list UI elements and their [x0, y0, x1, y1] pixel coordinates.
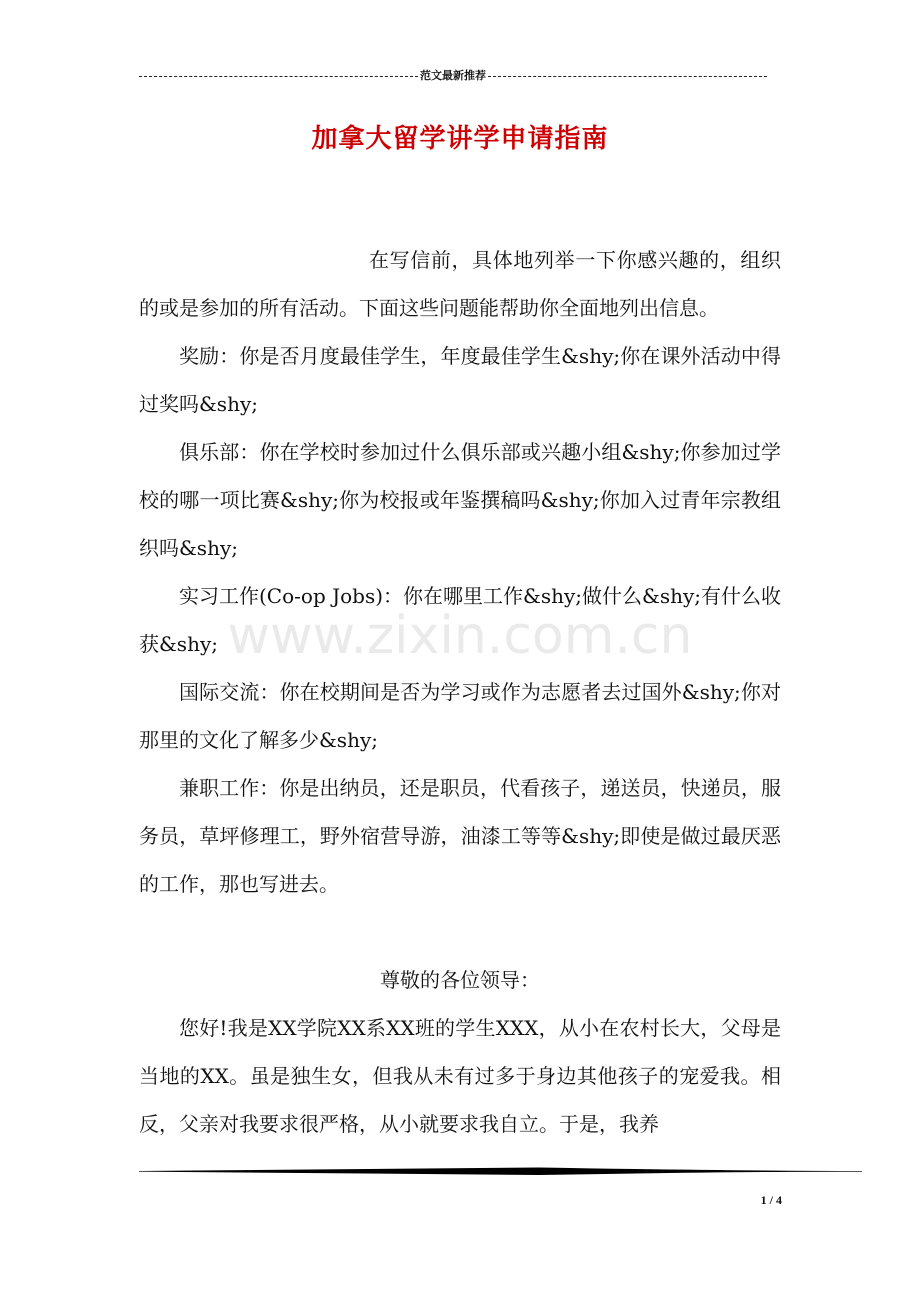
document-title: 加拿大留学讲学申请指南	[311, 124, 609, 154]
paragraph-awards: 奖励：你是否月度最佳学生，年度最佳学生&shy;你在课外活动中得过奖吗&shy;	[139, 344, 781, 416]
page-header	[139, 68, 767, 84]
paragraph-exchange: 国际交流：你在校期间是否为学习或作为志愿者去过国外&shy;你对那里的文化了解多少&shy;	[139, 680, 781, 752]
header-dash-right	[488, 76, 767, 77]
paragraph-clubs: 俱乐部：你在学校时参加过什么俱乐部或兴趣小组&shy;你参加过学校的哪一项比赛&shy;你为校报或年鉴撰稿吗&shy;你加入过青年宗教组织吗&shy;	[139, 440, 781, 560]
footer-rule	[139, 1166, 862, 1176]
letter-paragraph: 您好!我是XX学院XX系XX班的学生XXX，从小在农村长大，父母是当地的XX。虽是独生女，但我从未有过多于身边其他孩子的宠爱我。相反，父亲对我要求很严格，从小就要求我自立。于是，我养	[139, 1016, 781, 1136]
paragraph-parttime: 兼职工作：你是出纳员，还是职员，代看孩子，递送员，快递员，服务员，草坪修理工，野外宿营导游，油漆工等等&shy;即使是做过最厌恶的工作，那也写进去。	[139, 776, 781, 896]
paragraph-intro: 在写信前，具体地列举一下你感兴趣的，组织的或是参加的所有活动。下面这些问题能帮助你全面地列出信息。	[139, 248, 781, 320]
page-number: 1 / 4	[760, 1193, 782, 1207]
letter-salutation: 尊敬的各位领导：	[380, 968, 540, 992]
watermark: www.zixin.com.cn	[227, 606, 693, 666]
paragraph-coop: 实习工作(Co-op Jobs)：你在哪里工作&shy;做什么&shy;有什么收获&shy;	[139, 584, 782, 656]
document-body	[139, 236, 781, 1148]
header-dash-left	[139, 76, 418, 77]
header-label: 范文最新推荐	[420, 69, 486, 82]
